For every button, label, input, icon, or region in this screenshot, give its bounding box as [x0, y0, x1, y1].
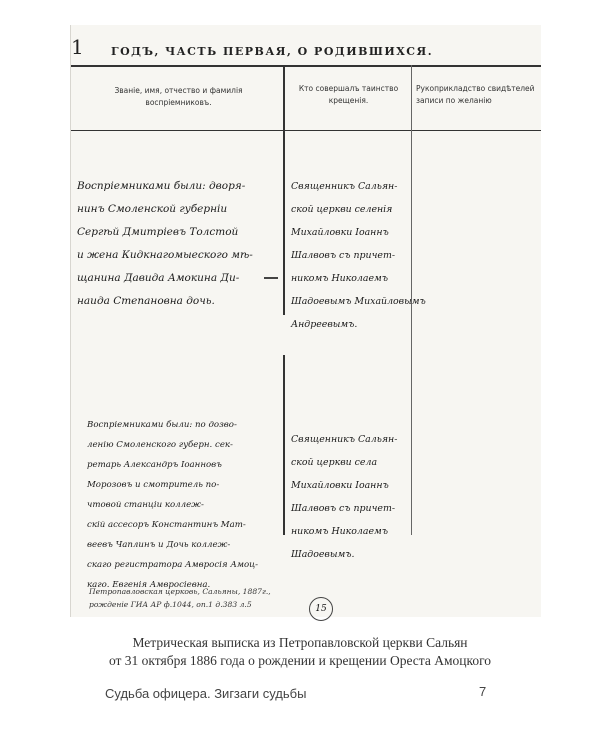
record2-priest-line: Священникъ Сальян-: [291, 434, 398, 445]
record2-godparents-line: скiй ассесоръ Константинъ Мат-: [87, 520, 246, 530]
record2-godparents-line: чтовой станцiи коллеж-: [87, 500, 204, 510]
column-header-witness: Рукоприкладство свидѣтелей записи по желанiю: [416, 84, 535, 105]
record1-priest-line: Шалвовъ съ причет-: [291, 250, 396, 261]
record2-godparents-line: веевъ Чаплинъ и Дочь коллеж-: [87, 540, 231, 550]
column-header-priest: Кто совершалъ таинство крещенiя.: [298, 84, 399, 105]
record2-godparents-line: ретарь Александръ Iоанновъ: [87, 460, 222, 470]
table-top-rule: [71, 65, 541, 67]
record1-godparents-line: нинъ Смоленской губернiи: [77, 203, 228, 215]
record2-priest: [291, 428, 397, 566]
record1-priest-line: Священникъ Сальян-: [291, 181, 398, 192]
record2-priest-line: Шалвовъ съ причет-: [291, 503, 396, 514]
record2-godparents-line: скаго регистратора Амвросiя Амоц-: [87, 560, 259, 570]
header-handwritten-mark: 1: [71, 35, 84, 59]
record1-priest-line: никомъ Николаемъ: [291, 273, 389, 284]
record1-godparents-line: Воспрiемниками были: дворя-: [77, 180, 246, 192]
footer-book-title: Судьба офицера. Зигзаги судьбы: [105, 686, 307, 701]
record1-end-dash: [264, 277, 278, 279]
caption-line: Метрическая выписка из Петропавловской церкви Сальян: [132, 635, 468, 650]
page-stamp-circle: 15: [309, 597, 333, 621]
register-header-title: ГОДЪ, ЧАСТЬ ПЕРВАЯ, О РОДИВШИХСЯ.: [111, 45, 434, 58]
record1-priest-line: ской церкви селенiя: [291, 204, 393, 215]
archive-source-note: [89, 585, 271, 611]
record1-godparents-line: щанина Давида Амокина Ди-: [77, 272, 240, 284]
record2-godparents-line: ленiю Смоленского губерн. сек-: [87, 440, 233, 450]
record1-priest-line: Михайловки Iоаннъ: [291, 227, 389, 238]
record1-priest-line: Шадоевымъ Михайловымъ: [291, 296, 426, 307]
footer-page-number: 7: [479, 684, 487, 699]
record2-priest-line: ской церкви села: [291, 457, 378, 468]
record1-priest-line: Андреевымъ.: [291, 319, 358, 330]
caption-line: от 31 октября 1886 года о рождении и крещении Ореста Амоцкого: [108, 653, 492, 668]
figure-caption: [0, 634, 600, 670]
archive-source-line: Петропавловская церковь, Сальяны, 1887г.,: [89, 587, 271, 596]
record1-godparents: [77, 175, 253, 313]
record1-godparents-line: и жена Кидкнагомыеского мѣ-: [77, 249, 253, 261]
record2-godparents-line: Воспрiемниками были: по дозво-: [87, 420, 237, 430]
record2-priest-line: Михайловки Iоаннъ: [291, 480, 389, 491]
record2-godparents: [87, 415, 258, 595]
record1-godparents-line: наида Степановна дочь.: [77, 295, 215, 307]
column-divider-1-lower: [283, 355, 285, 535]
record1-godparents-line: Сергѣй Дмитрiевъ Толстой: [77, 226, 239, 238]
record2-godparents-line: каго. Евгенiя Амвросiевна.: [87, 580, 211, 590]
table-header-rule: [71, 130, 541, 131]
column-header-godparents: Званiе, имя, отчество и фамилiя воспрiемниковъ.: [114, 86, 243, 107]
record2-priest-line: Шадоевымъ.: [291, 549, 355, 560]
record1-priest: [291, 175, 426, 336]
record2-priest-line: никомъ Николаемъ: [291, 526, 389, 537]
column-divider-1: [283, 65, 285, 315]
record2-godparents-line: Морозовъ и смотритель по-: [87, 480, 220, 490]
archive-source-line: рожденiе ГИА АР ф.1044, оп.1 д.383 л.5: [89, 600, 252, 609]
scanned-register-page: [70, 25, 541, 617]
